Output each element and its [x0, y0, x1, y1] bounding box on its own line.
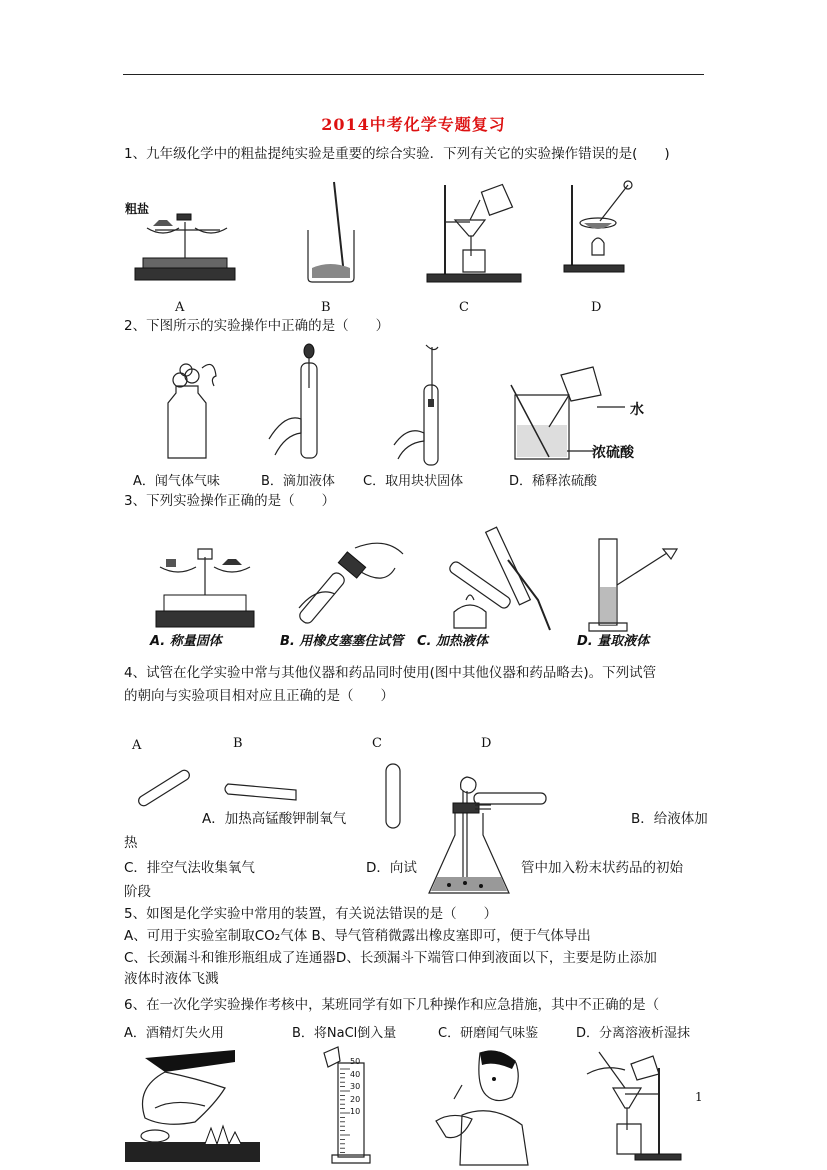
q2-dropper-image — [265, 343, 335, 463]
q4-letter-d: D — [481, 736, 492, 751]
q1-question: 1、九年级化学中的粗盐提纯实验是重要的综合实验．下列有关它的实验操作错误的是( ) — [124, 146, 670, 162]
q4-tube-b-image — [222, 780, 302, 804]
q5-options-cd-line1: C、长颈漏斗和锥形瓶组成了连通器D、长颈漏斗下端管口伸到液面以下，主要是防止添加 — [124, 950, 657, 966]
q4-option-d-part2: 管中加入粉末状药品的初始 — [521, 860, 683, 876]
cylinder-mark: 10 — [350, 1107, 361, 1116]
q6-option-a: A．酒精灯失火用 — [124, 1026, 224, 1041]
q5-options-cd-line2: 液体时液体飞溅 — [124, 971, 219, 987]
q6-cylinder-image — [318, 1045, 378, 1165]
q6-filter-image — [585, 1048, 685, 1163]
q6-option-c: C．研磨闻气味鉴 — [438, 1026, 539, 1041]
q4-option-c: C．排空气法收集氧气 — [124, 860, 255, 876]
cylinder-mark: 50 — [350, 1057, 361, 1066]
q2-option-a: A．闻气体气味 — [133, 474, 220, 489]
q4-option-d-part1: D．向试 — [366, 860, 417, 876]
q2-option-d: D．稀释浓硫酸 — [509, 474, 598, 489]
q5-options-ab: A、可用于实验室制取CO₂气体 B、导气管稍微露出橡皮塞即可，便于气体导出 — [124, 928, 591, 944]
q4-letter-b: B — [233, 736, 243, 751]
q4-option-a: A．加热高锰酸钾制氧气 — [202, 811, 347, 827]
cylinder-mark: 30 — [350, 1082, 361, 1091]
q1-dissolve-image — [300, 180, 360, 285]
page-title: 2014中考化学专题复习 — [321, 115, 506, 134]
q3-option-a: A. 称量固体 — [150, 634, 222, 649]
q3-option-d: D. 量取液体 — [577, 634, 650, 649]
q1-balance-image — [125, 200, 240, 285]
q4-question-line1: 4、试管在化学实验中常与其他仪器和药品同时使用(图中其他仪器和药品略去)。下列试管 — [124, 665, 657, 681]
q4-option-b-continued: 热 — [124, 835, 138, 851]
q4-letter-a: A — [132, 738, 142, 753]
q4-tube-c-image — [384, 762, 404, 832]
q2-option-c: C．取用块状固体 — [363, 474, 464, 489]
q6-question: 6、在一次化学实验操作考核中，某班同学有如下几种操作和应急措施，其中不正确的是（ — [124, 997, 660, 1013]
q1-option-c: C — [459, 300, 469, 315]
q2-question: 2、下图所示的实验操作中正确的是（ ） — [124, 318, 390, 334]
q6-boy-smelling-image — [432, 1045, 532, 1165]
q4-letter-c: C — [372, 736, 382, 751]
q6-cylinder-marks — [350, 1056, 360, 1119]
page-number: 1 — [695, 1090, 703, 1104]
q2-option-b: B．滴加液体 — [261, 474, 335, 489]
q2-acid-label: 浓硫酸 — [592, 445, 634, 461]
q1-evaporation-image — [560, 175, 640, 275]
q4-option-b: B．给液体加 — [631, 811, 708, 827]
q6-option-b: B．将NaCl倒入量 — [292, 1026, 397, 1041]
q2-block-solid-image — [390, 345, 460, 465]
q3-option-c: C. 加热液体 — [417, 634, 489, 649]
q4-tube-d-image — [470, 790, 550, 810]
q1-crude-salt-label: 粗盐 — [125, 202, 150, 216]
q3-weigh-solid-image — [150, 545, 260, 630]
q6-option-d: D．分离溶液析湿抹 — [576, 1026, 691, 1041]
cylinder-mark: 40 — [350, 1069, 361, 1079]
q4-tube-a-image — [135, 765, 195, 815]
q3-question: 3、下列实验操作正确的是（ ） — [124, 493, 336, 509]
q2-water-label: 水 — [630, 402, 644, 418]
q1-filtration-image — [425, 180, 525, 285]
q5-question: 5、如图是化学实验中常用的装置，有关说法错误的是（ ） — [124, 906, 498, 922]
q4-question-line2: 的朝向与实验项目相对应且正确的是（ ） — [124, 688, 394, 704]
q1-option-d: D — [591, 300, 602, 315]
q3-heat-liquid-image — [440, 520, 560, 635]
q1-option-b: B — [321, 300, 331, 315]
q3-option-b: B. 用橡皮塞塞住试管 — [280, 634, 404, 649]
q6-lamp-fire-image — [125, 1048, 260, 1163]
q4-option-d-continued: 阶段 — [124, 884, 151, 900]
cylinder-mark: 20 — [350, 1094, 361, 1104]
q3-measure-liquid-image — [585, 535, 685, 635]
q1-option-a: A — [175, 300, 185, 315]
q2-smell-gas-image — [158, 358, 228, 463]
header-rule — [123, 74, 704, 75]
q3-stopper-image — [295, 538, 410, 623]
